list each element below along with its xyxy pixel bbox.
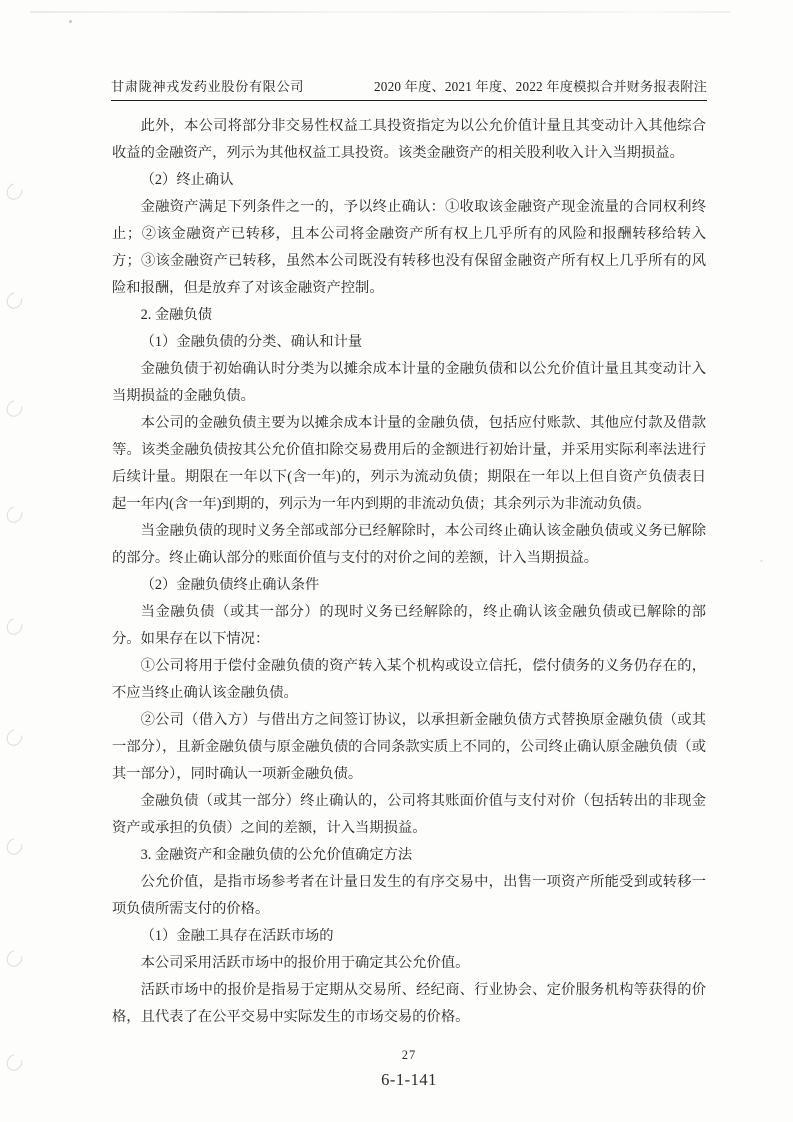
page-number: 27	[401, 1048, 417, 1062]
scan-ring-artifact	[3, 289, 25, 312]
paragraph: 此外，本公司将部分非交易性权益工具投资指定为以公允价值计量且其变动计入其他综合收益的金融资产，列示为其他权益工具投资。该类金融资产的相关股利收入计入当期损益。	[112, 118, 706, 161]
paragraph: （2）金融负债终止确认条件	[140, 577, 320, 593]
scan-ring-artifact	[3, 503, 25, 526]
scan-streak-artifact	[30, 11, 730, 13]
paragraph: 金融负债于初始确认时分类为以摊余成本计量的金融负债和以公允价值计量且其变动计入当期损益的金融负债。	[112, 361, 706, 404]
paragraph: 当金融负债（或其一部分）的现时义务已经解除的，终止确认该金融负债或已解除的部分。如果存在以下情况：	[112, 604, 706, 647]
paragraph: 2. 金融负债	[140, 307, 213, 323]
scan-speck	[760, 560, 763, 562]
report-title: 2020 年度、2021 年度、2022 年度模拟合并财务报表附注	[374, 79, 707, 94]
scan-ring-artifact	[3, 726, 25, 749]
paragraph: （1）金融工具存在活跃市场的	[140, 928, 334, 944]
paragraph: ①公司将用于偿付金融负债的资产转入某个机构或设立信托，偿付债务的义务仍存在的，不应当终止确认该金融负债。	[112, 658, 706, 701]
paragraph: 金融资产满足下列条件之一的，予以终止确认：①收取该金融资产现金流量的合同权利终止；②该金融资产已转移，且本公司将金融资产所有权上几乎所有的风险和报酬转移给转入方；③该金融资产已转移，虽然本公司既没有转移也没有保留金融资产所有权上几乎所有的风险和报酬，但是放弃了对该金融资产控制。	[112, 199, 706, 296]
scan-ring-artifact	[3, 835, 25, 858]
paragraph: 本公司采用活跃市场中的报价用于确定其公允价值。	[140, 955, 470, 971]
scan-ring-artifact	[3, 947, 25, 970]
page-header	[111, 76, 707, 101]
paragraph: 金融负债（或其一部分）终止确认的，公司将其账面价值与支付对价（包括转出的非现金资产或承担的负债）之间的差额，计入当期损益。	[112, 793, 706, 836]
scan-ring-artifact	[3, 180, 25, 203]
scan-ring-artifact	[3, 397, 25, 420]
paragraph: 活跃市场中的报价是指易于定期从交易所、经纪商、行业协会、定价服务机构等获得的价格，且代表了在公平交易中实际发生的市场交易的价格。	[112, 982, 706, 1025]
paragraph: 3. 金融资产和金融负债的公允价值确定方法	[140, 847, 413, 863]
paragraph: ②公司（借入方）与借出方之间签订协议，以承担新金融负债方式替换原金融负债（或其一部分），且新金融负债与原金融负债的合同条款实质上不同的，公司终止确认原金融负债（或其一部分），同时确认一项新金融负债。	[112, 712, 706, 782]
paragraph: 本公司的金融负债主要为以摊余成本计量的金融负债，包括应付账款、其他应付款及借款等。该类金融负债按其公允价值扣除交易费用后的金额进行初始计量，并采用实际利率法进行后续计量。期限在一年以下(含一年)的，列示为流动负债；期限在一年以上但自资产负债表日起一年内(含一年)到期的，列示为一年内到期的非流动负债；其余列示为非流动负债。	[112, 415, 706, 512]
paragraph: （2）终止确认	[140, 172, 234, 188]
scan-ring-artifact	[3, 1051, 25, 1074]
scan-ring-artifact	[3, 615, 25, 638]
paragraph: 公允价值，是指市场参考者在计量日发生的有序交易中，出售一项资产所能受到或转移一项负债所需支付的价格。	[112, 874, 706, 917]
paragraph: 当金融负债的现时义务全部或部分已经解除时，本公司终止确认该金融负债或义务已解除的部分。终止确认部分的账面价值与支付的对价之间的差额，计入当期损益。	[112, 523, 706, 566]
company-name: 甘肃陇神戎发药业股份有限公司	[111, 79, 305, 94]
paragraph: （1）金融负债的分类、确认和计量	[140, 334, 363, 350]
document-number: 6-1-141	[381, 1070, 437, 1089]
scan-speck	[69, 20, 72, 23]
document-body	[112, 113, 706, 1031]
